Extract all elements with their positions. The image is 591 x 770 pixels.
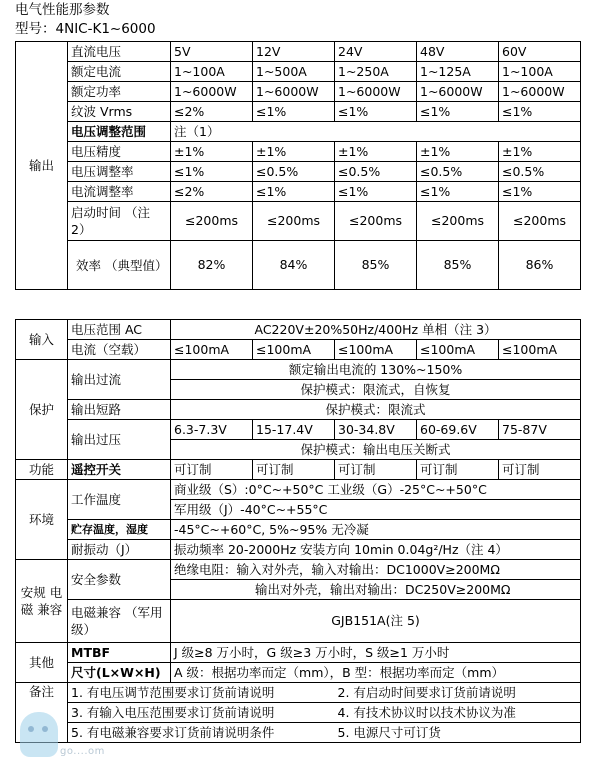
table-row bbox=[16, 182, 581, 202]
table-row bbox=[16, 360, 581, 380]
cell: 1~250A bbox=[335, 62, 417, 82]
cell: ±1% bbox=[417, 142, 499, 162]
cell: ≤100mA bbox=[335, 340, 417, 360]
cell: ≤1% bbox=[253, 102, 335, 122]
note-1: 1. 有电压调节范围要求订货前请说明 bbox=[68, 683, 335, 703]
cell: 1~6000W bbox=[253, 82, 335, 102]
table-row bbox=[16, 400, 581, 420]
cell: ≤0.5% bbox=[335, 162, 417, 182]
header-dc-voltage: 直流电压 bbox=[68, 42, 171, 62]
mtbf-value: J 级≥8 万小时，G 级≥3 万小时，S 级≥1 万小时 bbox=[171, 643, 581, 663]
table-row bbox=[16, 320, 581, 340]
startup-label: 启动时间 （注 2） bbox=[68, 202, 171, 241]
cell: 30-34.8V bbox=[335, 420, 417, 440]
overcurrent-mode: 保护模式：限流式，自恢复 bbox=[171, 380, 581, 400]
cell: ±1% bbox=[499, 142, 581, 162]
output-spec-table bbox=[15, 41, 581, 290]
table-row bbox=[16, 42, 581, 62]
cell: ≤1% bbox=[335, 182, 417, 202]
overvoltage-mode: 保护模式：输出电压关断式 bbox=[171, 440, 581, 460]
group-other: 其他 bbox=[16, 643, 68, 683]
group-function: 功能 bbox=[16, 460, 68, 480]
emc-value: GJB151A(注 5) bbox=[171, 600, 581, 643]
remote-switch-label: 遥控开关 bbox=[68, 460, 171, 480]
cell: ±1% bbox=[335, 142, 417, 162]
storage-value: -45°C~+60°C, 5%~95% 无冷凝 bbox=[171, 520, 581, 540]
table-row bbox=[16, 420, 581, 440]
header-48v: 48V bbox=[417, 42, 499, 62]
mascot-watermark-icon bbox=[20, 712, 58, 757]
table-row bbox=[16, 663, 581, 683]
table-row bbox=[16, 540, 581, 560]
short-circuit-label: 输出短路 bbox=[68, 400, 171, 420]
table-row bbox=[16, 82, 581, 102]
size-label: 尺寸(L×W×H) bbox=[68, 663, 171, 683]
cell: 85% bbox=[417, 241, 499, 290]
cell: ≤0.5% bbox=[253, 162, 335, 182]
short-circuit-mode: 保护模式：限流式 bbox=[171, 400, 581, 420]
table-row bbox=[16, 62, 581, 82]
overcurrent-range: 额定输出电流的 130%~150% bbox=[171, 360, 581, 380]
group-safety-emc: 安规 电磁 兼容 bbox=[16, 560, 68, 643]
table-row bbox=[16, 142, 581, 162]
row-label: 额定功率 bbox=[68, 82, 171, 102]
cell: 75-87V bbox=[499, 420, 581, 440]
overvoltage-label: 输出过压 bbox=[68, 420, 171, 460]
group-output: 输出 bbox=[16, 42, 68, 290]
cell: 1~125A bbox=[417, 62, 499, 82]
cell: 1~100A bbox=[499, 62, 581, 82]
cell: ≤0.5% bbox=[417, 162, 499, 182]
cell: ≤100mA bbox=[171, 340, 253, 360]
cell: ≤1% bbox=[417, 182, 499, 202]
general-spec-table bbox=[15, 319, 581, 743]
cell: 1~500A bbox=[253, 62, 335, 82]
cell: 60-69.6V bbox=[417, 420, 499, 440]
cell: 1~6000W bbox=[335, 82, 417, 102]
size-value: A 级：根据功率而定（mm），B 型：根据功率而定（mm） bbox=[171, 663, 581, 683]
cell: 86% bbox=[499, 241, 581, 290]
table-row bbox=[16, 102, 581, 122]
cell: 82% bbox=[171, 241, 253, 290]
cell: 可订制 bbox=[253, 460, 335, 480]
note-4: 4. 有技术协议时以技术协议为准 bbox=[335, 703, 581, 723]
cell: ≤1% bbox=[417, 102, 499, 122]
table-row bbox=[16, 340, 581, 360]
group-environment: 环境 bbox=[16, 480, 68, 560]
group-notes: 备注 bbox=[16, 683, 68, 743]
cell: ≤200ms bbox=[335, 202, 417, 241]
note-5: 5. 有电磁兼容要求订货前请说明条件 bbox=[68, 723, 335, 743]
cell: ≤0.5% bbox=[499, 162, 581, 182]
safety-label: 安全参数 bbox=[68, 560, 171, 600]
cell: ≤200ms bbox=[417, 202, 499, 241]
cell: ≤200ms bbox=[253, 202, 335, 241]
table-row bbox=[16, 600, 581, 643]
group-input: 输入 bbox=[16, 320, 68, 360]
adjust-range-value: 注（1） bbox=[171, 122, 581, 142]
input-voltage-label: 电压范围 AC bbox=[68, 320, 171, 340]
input-current-label: 电流（空载） bbox=[68, 340, 171, 360]
table-row bbox=[16, 703, 581, 723]
input-voltage-value: AC220V±20%50Hz/400Hz 单相（注 3） bbox=[171, 320, 581, 340]
cell: 可订制 bbox=[171, 460, 253, 480]
cell: 85% bbox=[335, 241, 417, 290]
cell: 可订制 bbox=[335, 460, 417, 480]
note-3: 3. 有输入电压范围要求订货前请说明 bbox=[68, 703, 335, 723]
table-row bbox=[16, 202, 581, 241]
insulation-output: 输出对外壳，输出对输出：DC250V≥200MΩ bbox=[171, 580, 581, 600]
cell: ≤2% bbox=[171, 182, 253, 202]
mtbf-label: MTBF bbox=[68, 643, 171, 663]
table-row bbox=[16, 241, 581, 290]
site-watermark: go....om bbox=[60, 746, 105, 757]
table-row bbox=[16, 480, 581, 500]
cell: 84% bbox=[253, 241, 335, 290]
cell: 1~100A bbox=[171, 62, 253, 82]
cell: ≤100mA bbox=[417, 340, 499, 360]
table-row bbox=[16, 520, 581, 540]
cell: ±1% bbox=[171, 142, 253, 162]
table-row bbox=[16, 122, 581, 142]
storage-label: 贮存温度，湿度 bbox=[68, 520, 171, 540]
header-24v: 24V bbox=[335, 42, 417, 62]
cell: 1~6000W bbox=[417, 82, 499, 102]
note-2: 2. 有启动时间要求订货前请说明 bbox=[335, 683, 581, 703]
model-number: 型号：4NIC-K1~6000 bbox=[15, 21, 156, 37]
cell: 可订制 bbox=[417, 460, 499, 480]
doc-title: 电气性能那参数 bbox=[15, 2, 110, 18]
cell: ≤2% bbox=[171, 102, 253, 122]
row-label: 电流调整率 bbox=[68, 182, 171, 202]
cell: 可订制 bbox=[499, 460, 581, 480]
header-12v: 12V bbox=[253, 42, 335, 62]
insulation-input: 绝缘电阻：输入对外壳，输入对输出：DC1000V≥200MΩ bbox=[171, 560, 581, 580]
cell: ≤1% bbox=[335, 102, 417, 122]
cell: ≤1% bbox=[171, 162, 253, 182]
table-row bbox=[16, 723, 581, 743]
cell: 15-17.4V bbox=[253, 420, 335, 440]
note-6: 5. 电源尺寸可订货 bbox=[335, 723, 581, 743]
row-label: 额定电流 bbox=[68, 62, 171, 82]
operating-temp-military: 军用级（J）-40°C~+55°C bbox=[171, 500, 581, 520]
table-row bbox=[16, 683, 581, 703]
vibration-label: 耐振动（J） bbox=[68, 540, 171, 560]
operating-temp-commercial: 商业级（S）:0°C~+50°C 工业级（G）-25°C~+50°C bbox=[171, 480, 581, 500]
cell: ≤100mA bbox=[499, 340, 581, 360]
group-protection: 保护 bbox=[16, 360, 68, 460]
cell: 1~6000W bbox=[499, 82, 581, 102]
header-60v: 60V bbox=[499, 42, 581, 62]
vibration-value: 振动频率 20-2000Hz 安装方向 10min 0.04g²/Hz（注 4） bbox=[171, 540, 581, 560]
table-row bbox=[16, 460, 581, 480]
overcurrent-label: 输出过流 bbox=[68, 360, 171, 400]
cell: ±1% bbox=[253, 142, 335, 162]
table-row bbox=[16, 162, 581, 182]
cell: 1~6000W bbox=[171, 82, 253, 102]
adjust-range-label: 电压调整范围 bbox=[68, 122, 171, 142]
cell: ≤1% bbox=[499, 182, 581, 202]
cell: ≤1% bbox=[499, 102, 581, 122]
row-label: 电压调整率 bbox=[68, 162, 171, 182]
cell: 6.3-7.3V bbox=[171, 420, 253, 440]
cell: ≤1% bbox=[253, 182, 335, 202]
row-label: 纹波 Vrms bbox=[68, 102, 171, 122]
efficiency-label: 效率 （典型值） bbox=[68, 241, 171, 290]
cell: ≤100mA bbox=[253, 340, 335, 360]
operating-temp-label: 工作温度 bbox=[68, 480, 171, 520]
header-5v: 5V bbox=[171, 42, 253, 62]
cell: ≤200ms bbox=[171, 202, 253, 241]
cell: ≤200ms bbox=[499, 202, 581, 241]
row-label: 电压精度 bbox=[68, 142, 171, 162]
table-row bbox=[16, 643, 581, 663]
emc-label: 电磁兼容 （军用级） bbox=[68, 600, 171, 643]
table-row bbox=[16, 560, 581, 580]
